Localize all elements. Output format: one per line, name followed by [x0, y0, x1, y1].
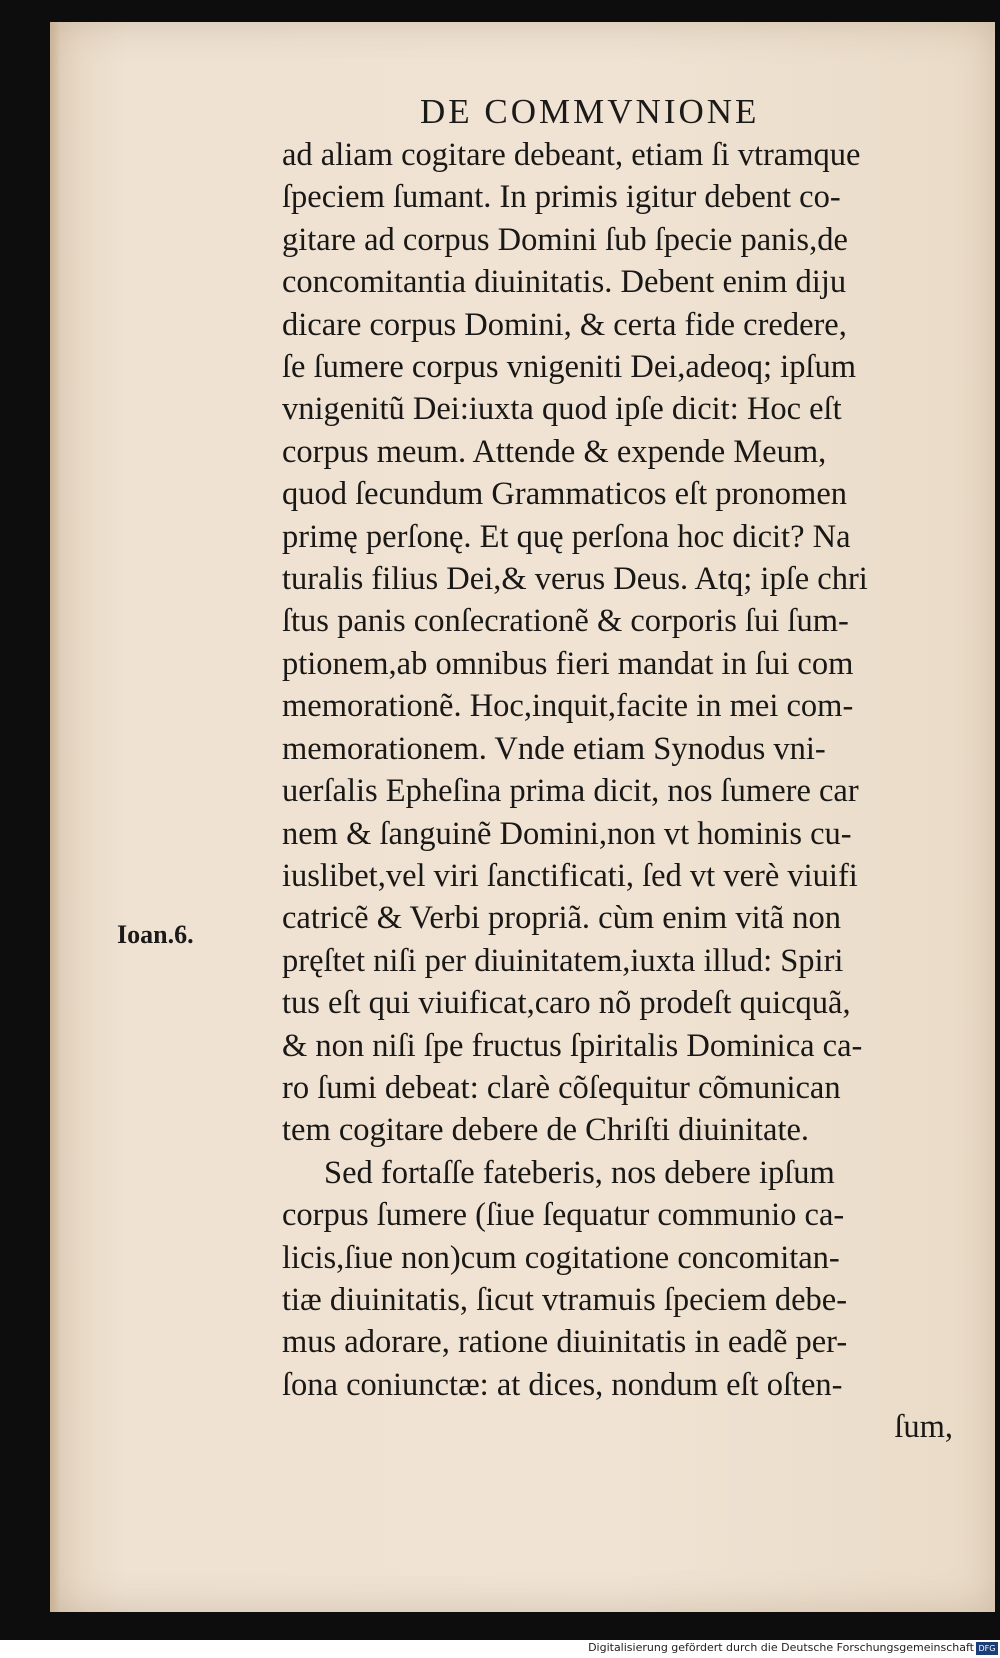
text-block: [282, 134, 967, 1449]
text-line: ad aliam cogitare debeant, etiam ſi vtramque: [282, 137, 861, 173]
text-line: memorationẽ. Hoc,inquit,facite in mei com-: [282, 688, 854, 725]
text-line: concomitantia diuinitatis. Debent enim diju: [282, 264, 847, 301]
digitization-credit: Digitalisierung gefördert durch die Deutsche Forschungsgemeinschaft: [588, 1641, 974, 1654]
margin-note: Ioan.6.: [117, 920, 194, 949]
text-line: licis,ſiue non)cum cogitatione concomitan-: [282, 1239, 840, 1276]
text-line: tem cogitare debere de Chriſti diuinitate.: [282, 1112, 810, 1149]
catchword: ſum,: [894, 1409, 953, 1446]
text-line: ſpeciem ſumant. In primis igitur debent co-: [282, 179, 841, 216]
text-line: corpus meum. Attende & expende Meum,: [282, 433, 827, 470]
text-line: uerſalis Epheſina prima dicit, nos ſumere car: [282, 773, 859, 810]
text-line: dicare corpus Domini, & certa fide credere,: [282, 306, 847, 343]
dfg-logo: DFG: [976, 1642, 998, 1655]
text-line: tus eſt qui viuificat,caro nõ prodeſt quicquã,: [282, 985, 851, 1022]
paragraph-start-line: Sed fortaſſe fateberis, nos debere ipſum: [324, 1154, 835, 1191]
text-line: nem & ſanguinẽ Domini,non vt hominis cu-: [282, 815, 852, 852]
text-line: tiæ diuinitatis, ſicut vtramuis ſpeciem debe-: [282, 1281, 848, 1318]
text-line: iuslibet,vel viri ſanctificati, ſed vt verè viuifi: [282, 857, 858, 894]
text-line: & non niſi ſpe fructus ſpiritalis Dominica ca-: [282, 1027, 863, 1064]
text-line: memorationem. Vnde etiam Synodus vni-: [282, 730, 826, 767]
text-line: gitare ad corpus Domini ſub ſpecie panis,de: [282, 221, 848, 258]
text-line: primę perſonę. Et quę perſona hoc dicit? Na: [282, 518, 851, 555]
running-head: DE COMMVNIONE: [420, 92, 760, 131]
text-line: pręſtet niſi per diuinitatem,iuxta illud: Spiri: [282, 942, 844, 979]
text-line: turalis filius Dei,& verus Deus. Atq; ipſe chri: [282, 561, 868, 598]
text-line: vnigenitũ Dei:iuxta quod ipſe dicit: Hoc eſt: [282, 391, 842, 428]
page-edge-shadow: [50, 22, 60, 1612]
text-line: ro ſumi debeat: clarè cõſequitur cõmunican: [282, 1069, 841, 1106]
text-line: ſtus panis conſecrationẽ & corporis ſui ſum-: [282, 603, 849, 640]
text-line: mus adorare, ratione diuinitatis in eadẽ per-: [282, 1324, 848, 1361]
text-line: ſe ſumere corpus vnigeniti Dei,adeoq; ipſum: [282, 349, 857, 386]
text-line: corpus ſumere (ſiue ſequatur communio ca-: [282, 1197, 845, 1234]
text-line: catricẽ & Verbi propriã. cùm enim vitã non: [282, 900, 841, 937]
text-line: ptionem,ab omnibus fieri mandat in ſui com: [282, 645, 854, 682]
text-line: quod ſecundum Grammaticos eſt pronomen: [282, 476, 848, 513]
text-line: ſona coniunctæ: at dices, nondum eſt oſten-: [282, 1366, 843, 1403]
